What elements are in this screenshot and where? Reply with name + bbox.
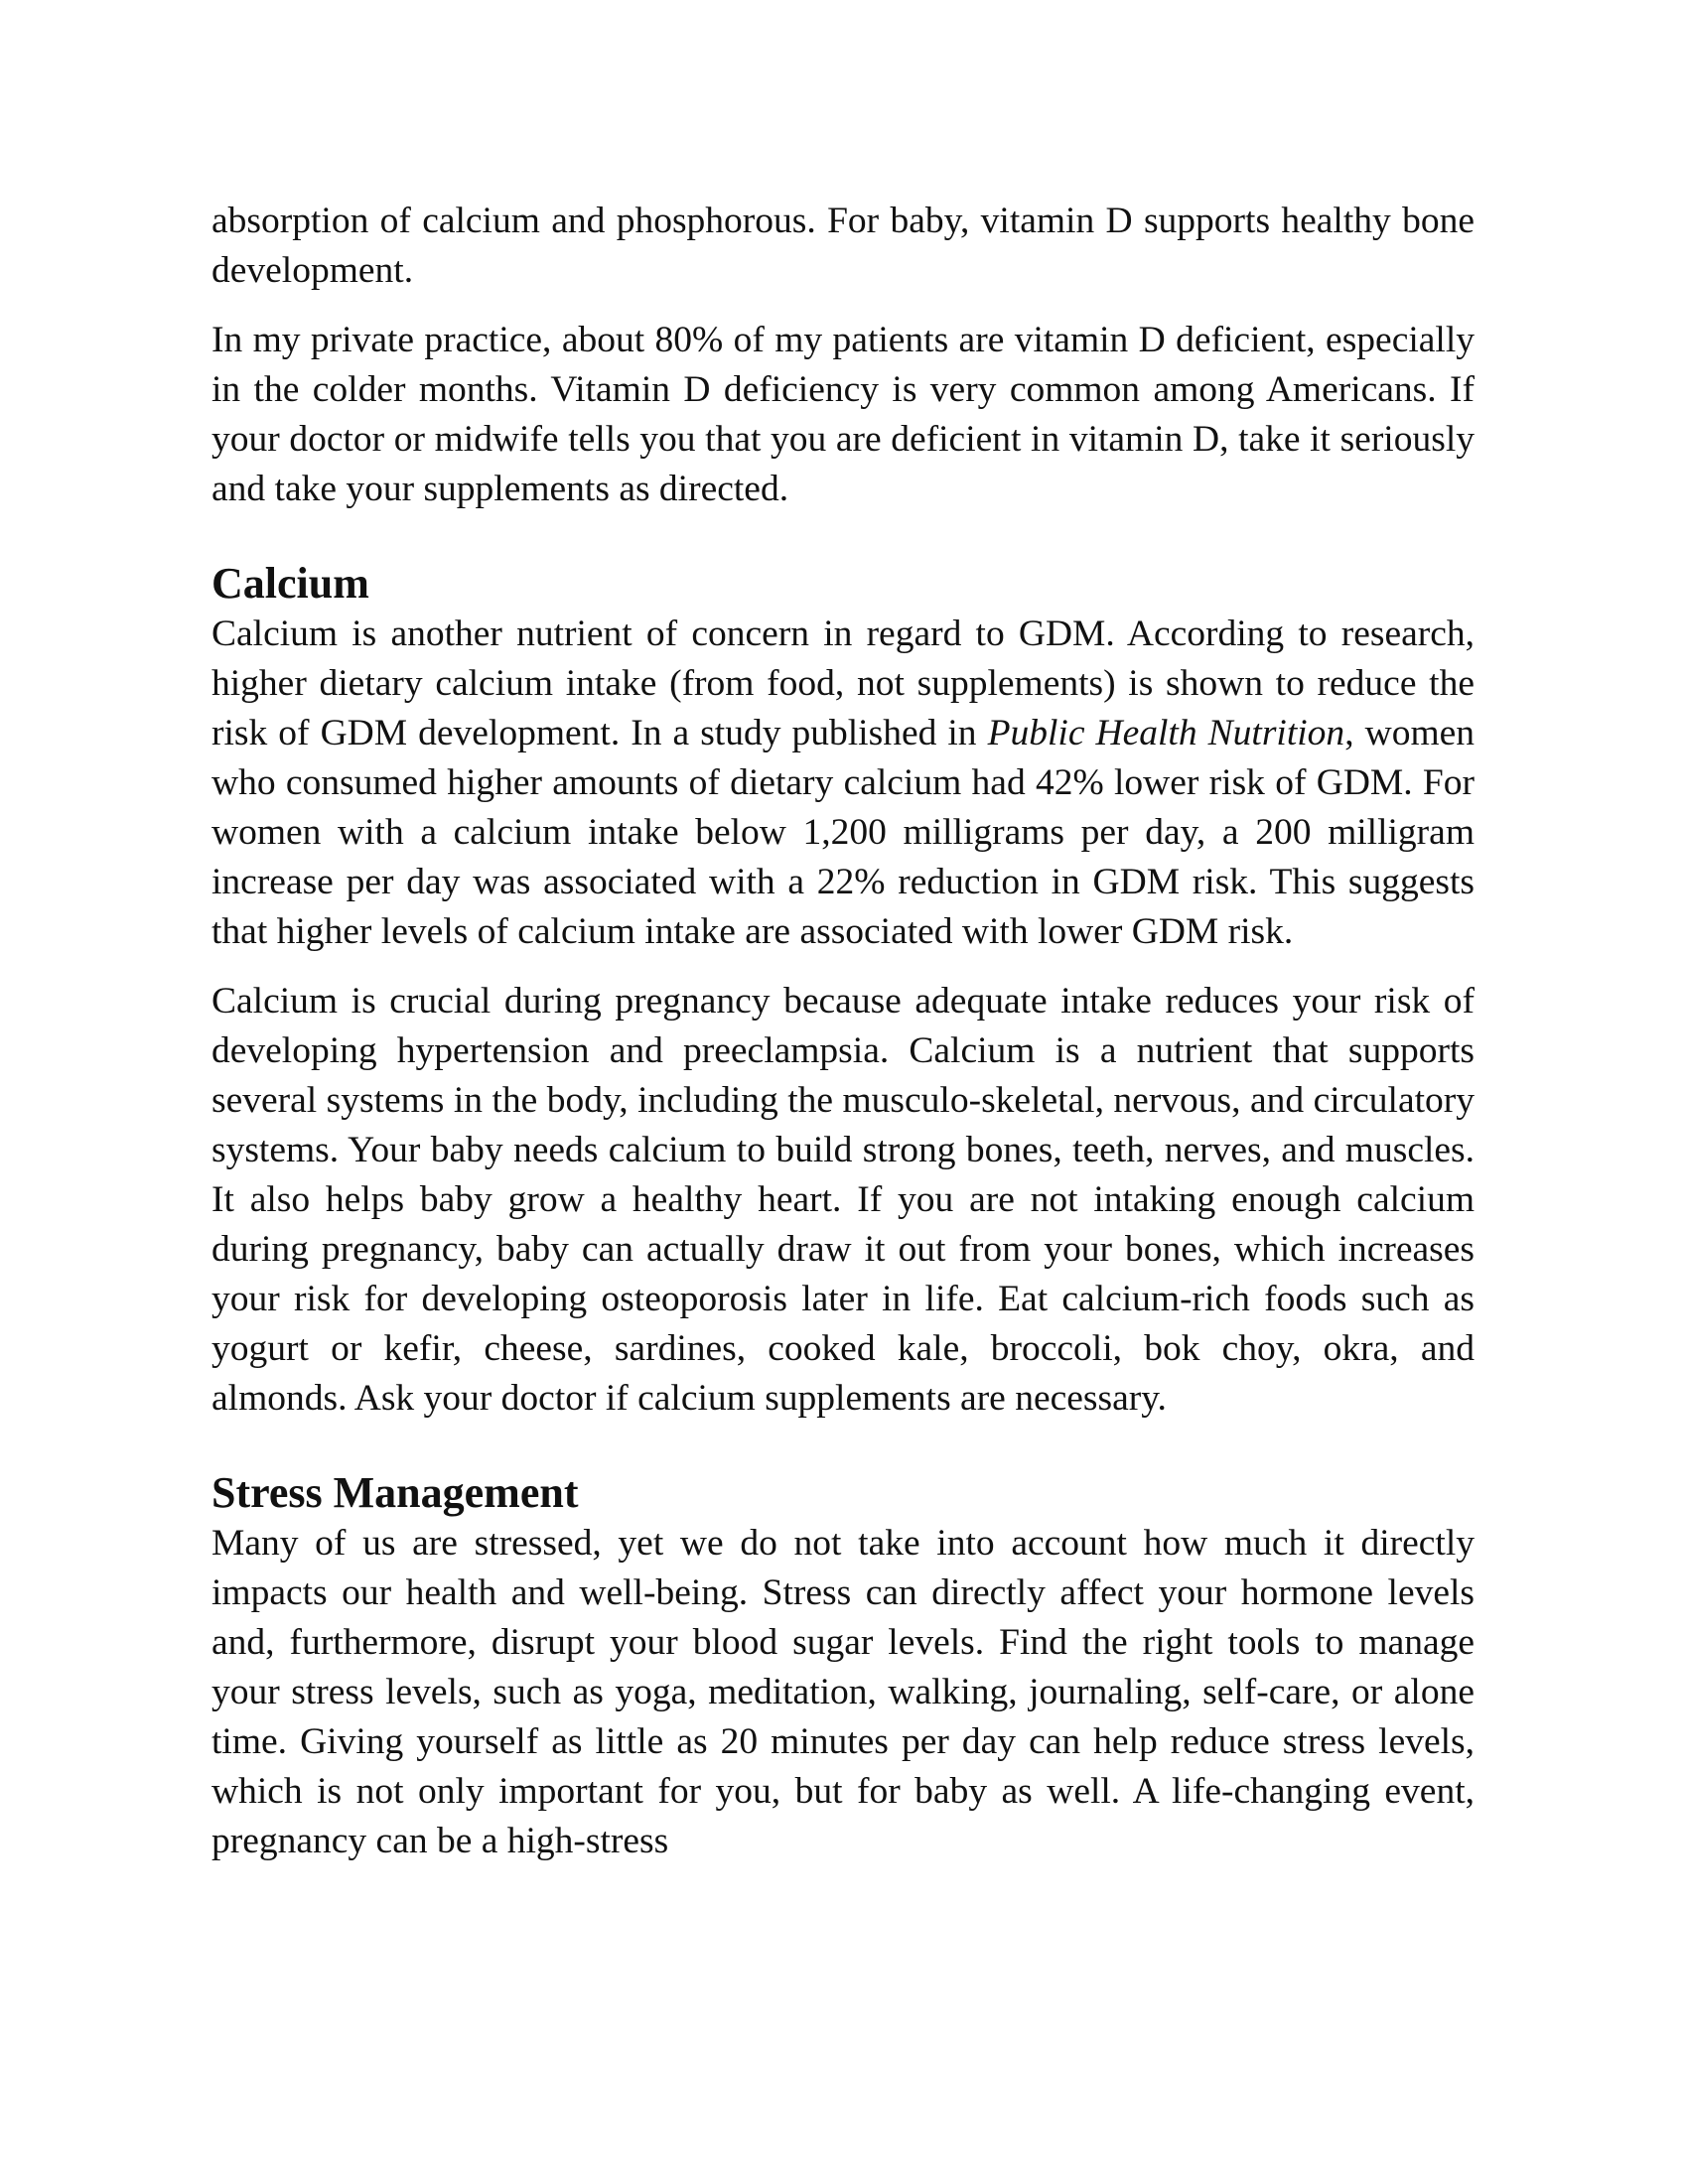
stress-management-paragraph: Many of us are stressed, yet we do not take into account how much it directly impacts our health and well-being. Stress can directly affect your hormone levels and, furthermore, disrupt your blood sugar levels. Find the right tools to manage your stress levels, such as yoga, meditation, walking, journaling, self-care, or alone time. Giving yourself as little as 20 minutes per day can help reduce stress levels, which is not only important for you, but for baby as well. A life-changing event, pregnancy can be a high-stress	[211, 1523, 1475, 1861]
vitamin-d-deficiency-paragraph: In my private practice, about 80% of my patients are vitamin D deficient, especially in the colder months. Vitamin D deficiency is very common among Americans. If your doctor or midwife tells you that you are deficient in vitamin D, take it seriously and take your supplements as directed.	[211, 320, 1475, 509]
stress-management-heading: Stress Management	[211, 1468, 579, 1517]
calcium-pregnancy-paragraph: Calcium is crucial during pregnancy because adequate intake reduces your risk of developing hypertension and preeclampsia. Calcium is a nutrient that supports several systems in the body, including the musculo-skeletal, nervous, and circulatory systems. Your baby needs calcium to build strong bones, teeth, nerves, and muscles. It also helps baby grow a healthy heart. If you are not intaking enough calcium during pregnancy, baby can actually draw it out from your bones, which increases your risk for developing osteoporosis later in life. Eat calcium-rich foods such as yogurt or kefir, cheese, sardines, cooked kale, broccoli, bok choy, okra, and almonds. Ask your doctor if calcium supplements are necessary.	[211, 981, 1475, 1419]
journal-title: Public Health Nutrition	[987, 713, 1345, 753]
document-page	[211, 197, 1475, 1866]
stress-section	[211, 1467, 1475, 1866]
calcium-section	[211, 558, 1475, 1424]
calcium-heading: Calcium	[211, 559, 369, 608]
calcium-gdm-text-end: , women who consumed higher amounts of dietary calcium had 42% lower risk of GDM. For women with a calcium intake below 1,200 milligrams per day, a 200 milligram increase per day was associated with a 22% reduction in GDM risk. This suggests that higher levels of calcium intake are associated with lower GDM risk.	[211, 713, 1476, 952]
calcium-gdm-paragraph	[211, 610, 1475, 957]
vitamin-d-continued-paragraph: absorption of calcium and phosphorous. For baby, vitamin D supports healthy bone development.	[211, 201, 1475, 291]
calcium-gdm-text-start: Calcium is another nutrient of concern in regard to GDM. According to research, higher dietary calcium intake (from food, not supplements) is shown to reduce the risk of GDM development. In a study published in	[211, 614, 1475, 753]
